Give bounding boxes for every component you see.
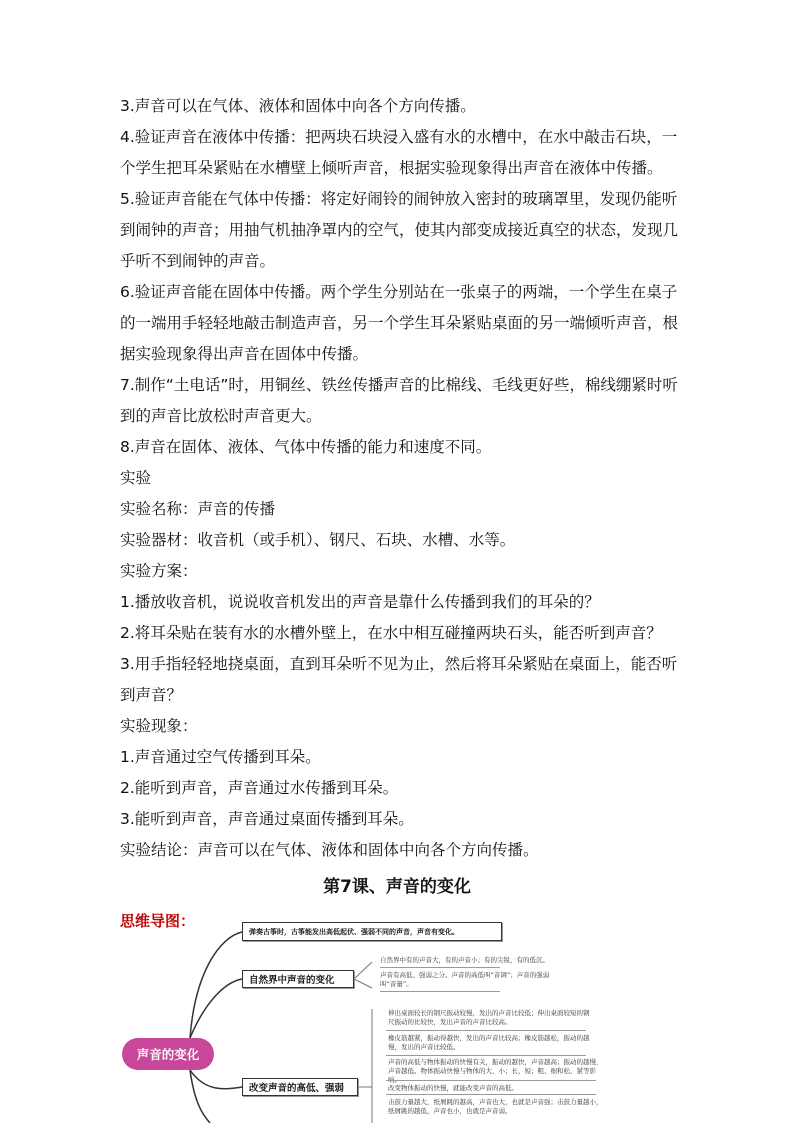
text-block-1 <box>120 91 680 866</box>
paragraph: 2.能听到声音，声音通过水传播到耳朵。 <box>120 779 399 797</box>
mindmap-leaf: 橡皮筋越紧，振动得越快，发出的声音比较高；橡皮筋越松，振动的越慢，发出的声音比较低。 <box>388 1034 590 1051</box>
mindmap-branch: 改变声音的高低、强弱 <box>242 1078 358 1096</box>
mindmap-leaf: 伸出桌面较长的钢尺振动较慢，发出的声音比较低；伸出桌面较短的钢尺振动的比较快，发出声音的声音比较高。 <box>388 1009 590 1026</box>
paragraph: 实验方案： <box>120 562 198 580</box>
paragraph: 实验现象： <box>120 717 198 735</box>
mindmap-branch: 弹奏古筝时，古筝能发出高低起伏、强弱不同的声音，声音有变化。 <box>242 922 502 941</box>
mindmap-root: 声音的变化 <box>122 1038 214 1070</box>
paragraph: 4.验证声音在液体中传播：把两块石块浸入盛有水的水槽中，在水中敲击石块，一个学生把耳朵紧贴在水槽壁上倾听声音，根据实验现象得出声音在液体中传播。 <box>120 128 678 177</box>
paragraph: 1.播放收音机，说说收音机发出的声音是靠什么传播到我们的耳朵的？ <box>120 593 600 611</box>
paragraph: 3.用手指轻轻地挠桌面，直到耳朵听不见为止，然后将耳朵紧贴在桌面上，能否听到声音？ <box>120 655 678 704</box>
paragraph: 实验结论：声音可以在气体、液体和固体中向各个方向传播。 <box>120 841 539 859</box>
mindmap-branch: 自然界中声音的变化 <box>242 970 354 988</box>
paragraph: 8.声音在固体、液体、气体中传播的能力和速度不同。 <box>120 438 492 456</box>
mindmap-leaf: 声音有高低、强弱之分。声音的高低叫“音调”；声音的强弱叫“音量”。 <box>380 971 550 988</box>
mindmap-leaf: 声音的高低与物体振动的快慢有关，振动的越快，声音越高；振动的越慢，声音越低。物体振动快慢与物体的大、小；长、短；粗、细和松、紧等影响。 <box>388 1058 603 1084</box>
mindmap-leaf: 自然界中有的声音大，有的声音小；有的尖锐，有的低沉。 <box>380 956 549 964</box>
mindmap-leaf: 改变物体振动的快慢，就能改变声音的高低。 <box>388 1084 518 1092</box>
paragraph: 3.能听到声音，声音通过桌面传播到耳朵。 <box>120 810 414 828</box>
paragraph: 5.验证声音能在气体中传播：将定好闹铃的闹钟放入密封的玻璃罩里，发现仍能听到闹钟的声音；用抽气机抽净罩内的空气，使其内部变成接近真空的状态，发现几乎听不到闹钟的声音。 <box>120 190 679 270</box>
section-heading: 实验 <box>120 469 152 487</box>
paragraph: 3.声音可以在气体、液体和固体中向各个方向传播。 <box>120 97 476 115</box>
mindmap-label: 思维导图： <box>120 912 196 930</box>
mindmap-leaf: 击鼓力量越大，纸屑跳的越高，声音也大，也就是声音强；击鼓力量越小，纸屑跳的越低，声音也小，也就是声音弱。 <box>388 1098 603 1115</box>
paragraph: 6.验证声音能在固体中传播。两个学生分别站在一张桌子的两端，一个学生在桌子的一端用手轻轻地敲击制造声音，另一个学生耳朵紧贴桌面的另一端倾听声音，根据实验现象得出声音在固体中传播。 <box>120 283 679 363</box>
lesson-title: 第7课、声音的变化 <box>323 877 471 897</box>
mindmap <box>110 912 710 1123</box>
paragraph: 1.声音通过空气传播到耳朵。 <box>120 748 321 766</box>
paragraph: 2.将耳朵贴在装有水的水槽外壁上，在水中相互碰撞两块石头，能否听到声音？ <box>120 624 662 642</box>
paragraph: 实验器材：收音机（或手机）、钢尺、石块、水槽、水等。 <box>120 531 516 549</box>
paragraph: 实验名称：声音的传播 <box>120 500 276 518</box>
paragraph: 7.制作“土电话”时，用铜丝、铁丝传播声音的比棉线、毛线更好些，棉线绷紧时听到的声音比放松时声音更大。 <box>120 376 678 425</box>
